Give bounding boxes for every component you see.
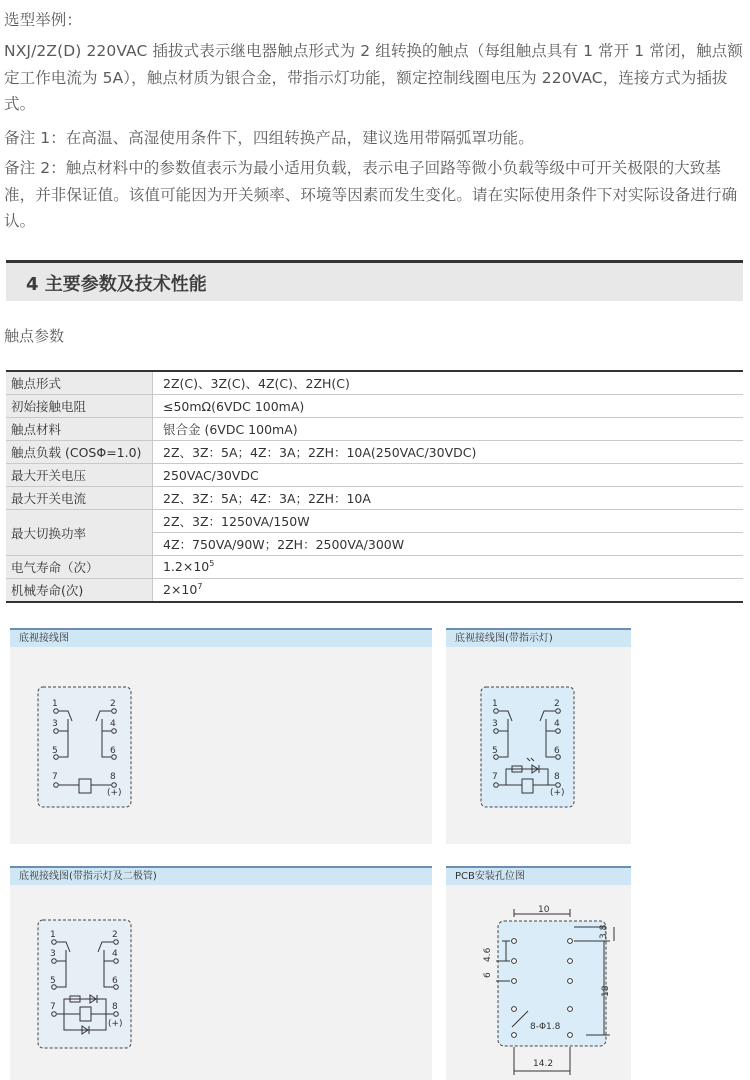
pin-label: 5 (50, 976, 56, 986)
section-header (6, 260, 743, 301)
param-key: 最大切换功率 (6, 510, 153, 556)
pin-label: 3 (50, 949, 56, 959)
panel-title: PCB安装孔位图 (446, 868, 631, 885)
polarity-label: (+) (550, 788, 565, 798)
contact-params-table (6, 370, 743, 603)
wiring-diagram-indicator-diode (10, 887, 432, 1080)
pin-label: 6 (554, 746, 560, 756)
pin-label: 7 (492, 772, 498, 782)
pin-label: 5 (492, 746, 498, 756)
wiring-diagram-indicator-panel (446, 628, 631, 844)
selection-example-title: 选型举例： (4, 11, 83, 29)
pin-label: 3 (492, 719, 498, 729)
param-key: 电气寿命（次） (6, 556, 153, 579)
pin-label: 4 (554, 719, 560, 729)
pin-label: 8 (110, 772, 116, 782)
param-value: 2Z、3Z：5A；4Z：3A；2ZH：10A (153, 487, 744, 510)
pin-label: 7 (52, 772, 58, 782)
param-key: 触点负载 (COSΦ=1.0) (6, 441, 153, 464)
pcb-hole-layout (446, 887, 631, 1080)
wiring-diagram-indicator-diode-panel (10, 866, 432, 1080)
polarity-label: (+) (107, 788, 122, 798)
table-row (6, 510, 743, 533)
panel-title: 底视接线图(带指示灯) (446, 630, 631, 647)
pin-label: 4 (110, 719, 116, 729)
dimension-label: 18 (601, 985, 611, 997)
table-row (6, 487, 743, 510)
remark-1: 备注 1：在高温、高湿使用条件下，四组转换产品，建议选用带隔弧罩功能。 (4, 129, 534, 147)
pin-label: 6 (110, 746, 116, 756)
table-row (6, 579, 743, 603)
param-key: 触点材料 (6, 418, 153, 441)
pin-label: 2 (554, 699, 560, 709)
param-value: 2Z、3Z：5A；4Z：3A；2ZH：10A(250VAC/30VDC) (153, 441, 744, 464)
table-row (6, 418, 743, 441)
dimension-label: 14.2 (533, 1059, 554, 1069)
pcb-hole-layout-panel (446, 866, 631, 1080)
param-key: 触点形式 (6, 371, 153, 395)
table-row (6, 464, 743, 487)
param-value (153, 556, 744, 579)
param-value: 银合金 (6VDC 100mA) (153, 418, 744, 441)
pin-label: 1 (492, 699, 498, 709)
selection-example-text: NXJ/2Z(D) 220VAC 插拔式表示继电器触点形式为 2 组转换的触点（每组触点具有 1 常开 1 常闭，触点额定工作电流为 5A），触点材质为银合金，带指示灯功能，额定控制线圈电压为 220VAC，连接方式为插拔式。 (4, 42, 743, 113)
param-value (153, 579, 744, 603)
dimension-label: 3.8 (599, 924, 609, 939)
contact-params-subtitle: 触点参数 (4, 327, 65, 345)
param-value-exponent: 5 (209, 559, 215, 569)
pin-label: 8 (554, 772, 560, 782)
wiring-diagram-panel (10, 628, 432, 844)
param-value-base: 2×10 (163, 582, 198, 598)
param-value: 2Z(C)、3Z(C)、4Z(C)、2ZH(C) (153, 371, 744, 395)
dimension-label: 4.6 (483, 947, 493, 962)
param-value: ≤50mΩ(6VDC 100mA) (153, 395, 744, 418)
pin-label: 2 (112, 930, 118, 940)
panel-title: 底视接线图(带指示灯及二极管) (10, 868, 432, 885)
param-value-base: 1.2×10 (163, 559, 210, 575)
polarity-label: (+) (108, 1019, 123, 1029)
pin-label: 1 (52, 699, 58, 709)
param-value: 4Z：750VA/90W；2ZH：2500VA/300W (153, 533, 744, 556)
param-key: 最大开关电流 (6, 487, 153, 510)
table-row (6, 371, 743, 395)
param-key: 机械寿命(次) (6, 579, 153, 603)
param-value-exponent: 7 (197, 582, 203, 592)
dimension-label: 6 (483, 972, 493, 978)
wiring-diagram-basic (10, 649, 432, 844)
dimension-label: 10 (538, 905, 550, 915)
param-key: 初始接触电阻 (6, 395, 153, 418)
param-value: 250VAC/30VDC (153, 464, 744, 487)
dimension-label: 8-Φ1.8 (530, 1022, 561, 1032)
section-title: 4 主要参数及技术性能 (26, 274, 207, 295)
param-key: 最大开关电压 (6, 464, 153, 487)
pin-label: 1 (50, 930, 56, 940)
panel-title: 底视接线图 (10, 630, 432, 647)
pin-label: 7 (50, 1002, 56, 1012)
pin-label: 3 (52, 719, 58, 729)
table-row (6, 441, 743, 464)
table-row (6, 395, 743, 418)
pin-label: 5 (52, 746, 58, 756)
remark-2: 备注 2：触点材料中的参数值表示为最小适用负载，表示电子回路等微小负载等级中可开关极限的大致基准，并非保证值。该值可能因为开关频率、环境等因素而发生变化。请在实际使用条件下对实际设备进行确认。 (4, 159, 738, 230)
pin-label: 4 (112, 949, 118, 959)
param-value: 2Z、3Z：1250VA/150W (153, 510, 744, 533)
pin-label: 2 (110, 699, 116, 709)
table-row (6, 556, 743, 579)
pin-label: 8 (112, 1002, 118, 1012)
wiring-diagram-indicator (446, 649, 631, 844)
pin-label: 6 (112, 976, 118, 986)
